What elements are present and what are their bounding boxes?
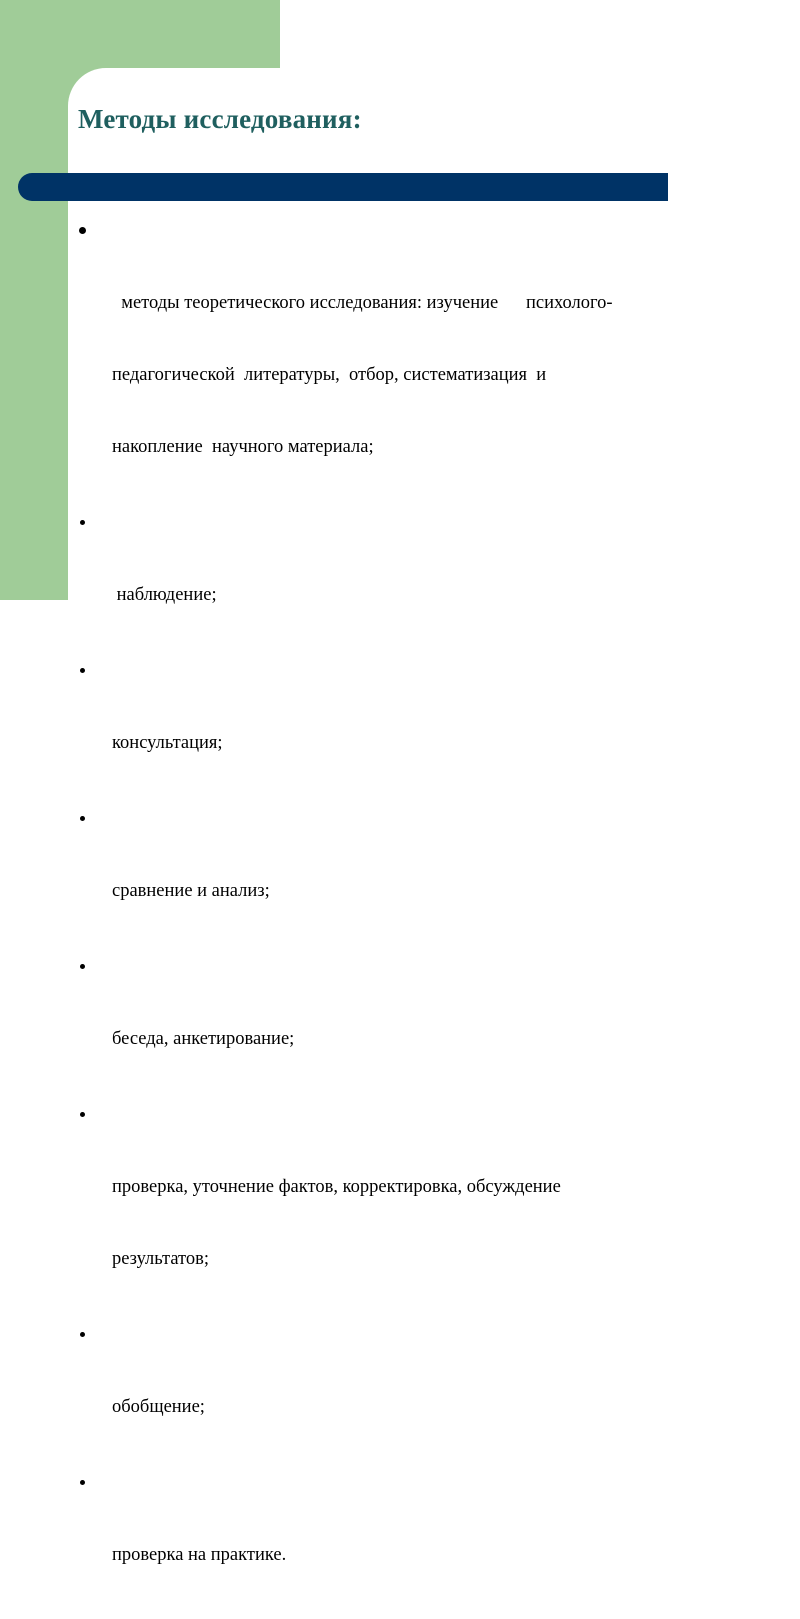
- bullet-icon: [79, 227, 86, 234]
- bullet-text-line: консультация;: [112, 733, 223, 753]
- bullet-text-line: методы теоретического исследования: изучение психолого-: [112, 293, 613, 313]
- bullet-item-3: [80, 659, 700, 803]
- bullet-item-7: [80, 1323, 700, 1467]
- bullet-icon: [80, 1112, 85, 1117]
- bullet-icon: [80, 964, 85, 969]
- bullet-icon: [80, 520, 85, 525]
- bullet-text-line: накопление научного материала;: [112, 437, 374, 457]
- bullet-text-line: проверка, уточнение фактов, корректировка, обсуждение: [112, 1177, 561, 1197]
- bullet-text-line: обобщение;: [112, 1397, 205, 1417]
- bullet-item-2: [80, 511, 700, 655]
- bullet-icon: [80, 1332, 85, 1337]
- bullet-text-line: педагогической литературы, отбор, систематизация и: [112, 365, 547, 385]
- bullet-icon: [80, 1480, 85, 1485]
- bullet-icon: [80, 816, 85, 821]
- title-underline-bar: [18, 173, 668, 201]
- bullet-list: [80, 219, 700, 1619]
- bullet-text-line: результатов;: [112, 1249, 210, 1269]
- bullet-item-4: [80, 807, 700, 951]
- bullet-text-line: сравнение и анализ;: [112, 881, 270, 901]
- bullet-item-1: [80, 219, 700, 507]
- slide-title: Методы исследования:: [78, 104, 362, 134]
- bullet-icon: [80, 668, 85, 673]
- bullet-item-5: [80, 955, 700, 1099]
- bullet-text-line: наблюдение;: [112, 585, 217, 605]
- bullet-text-line: беседа, анкетирование;: [112, 1029, 295, 1049]
- bullet-item-6: [80, 1103, 700, 1319]
- bullet-item-8: [80, 1471, 700, 1615]
- bullet-text-line: проверка на практике.: [112, 1545, 287, 1565]
